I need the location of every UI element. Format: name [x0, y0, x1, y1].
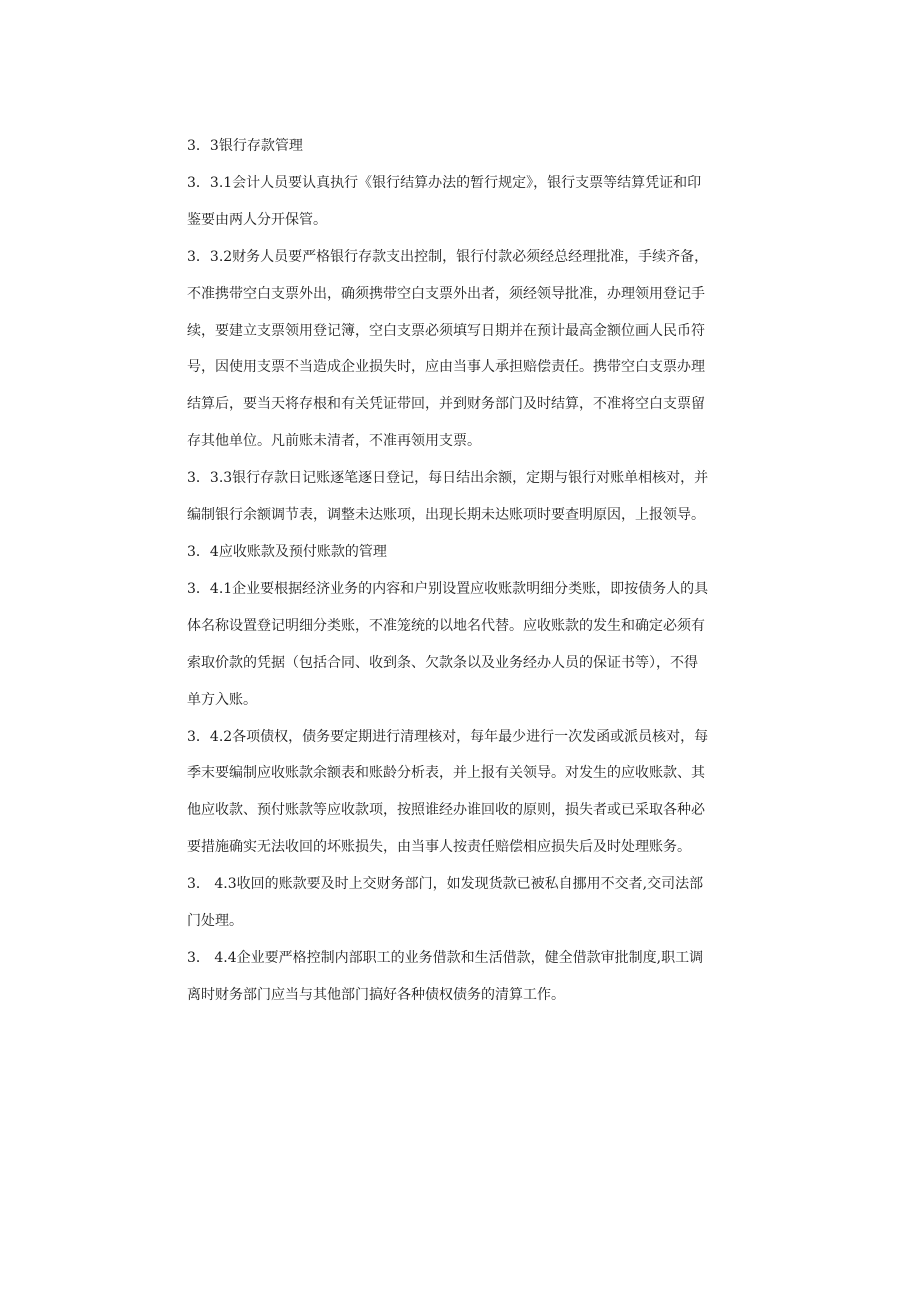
- paragraph-line: 鉴要由两人分开保管。: [187, 211, 327, 228]
- paragraph-line: 索取价款的凭据（包括合同、收到条、欠款条以及业务经办人员的保证书等），不得: [187, 654, 698, 671]
- paragraph-line: 号，因使用支票不当造成企业损失时，应由当事人承担赔偿责任。携带空白支票办理: [187, 359, 705, 376]
- paragraph-line: 续，要建立支票领用登记簿，空白支票必须填写日期并在预计最高金额位画人民币符: [187, 322, 705, 339]
- paragraph-3-4-3: [187, 866, 747, 940]
- paragraph-line: 3． 4.4企业要严格控制内部职工的业务借款和生活借款，健全借款审批制度,职工调: [187, 949, 704, 966]
- paragraph-line: 离时财务部门应当与其他部门搞好各种债权债务的清算工作。: [187, 986, 565, 1003]
- paragraph-line: 不准携带空白支票外出，确须携带空白支票外出者，须经领导批准，办理领用登记手: [187, 285, 705, 302]
- paragraph-line: 3．4.1企业要根据经济业务的内容和户别设置应收账款明细分类账，即按债务人的具: [187, 580, 709, 597]
- paragraph-line: 3．3.2财务人员要严格银行存款支出控制，银行付款必须经总经理批准，手续齐备，: [187, 248, 709, 265]
- paragraph-line: 体名称设置登记明细分类账，不准笼统的以地名代替。应收账款的发生和确定必须有: [187, 617, 705, 634]
- paragraph-3-4-2: [187, 719, 747, 867]
- paragraph-line: 门处理。: [187, 913, 243, 930]
- section-heading-3-3: 3．3银行存款管理: [187, 138, 303, 154]
- paragraph-line: 季末要编制应收账款余额表和账龄分析表，并上报有关领导。对发生的应收账款、其: [187, 765, 705, 782]
- paragraph-3-4-4: [187, 940, 747, 1014]
- paragraph-3-3-3: [187, 460, 747, 534]
- paragraph-line: 存其他单位。凡前账未清者，不准再领用支票。: [187, 433, 481, 450]
- document-body: [187, 128, 747, 1014]
- paragraph-line: 他应收款、预付账款等应收款项，按照谁经办谁回收的原则，损失者或已采取各种必: [187, 802, 705, 819]
- paragraph-3-3-2: [187, 239, 747, 460]
- paragraph-line: 要措施确实无法收回的坏账损失，由当事人按责任赔偿相应损失后及时处理账务。: [187, 839, 691, 856]
- paragraph-line: 3． 4.3收回的账款要及时上交财务部门，如发现货款已被私自挪用不交者,交司法部: [187, 876, 704, 893]
- paragraph-line: 单方入账。: [187, 691, 257, 708]
- paragraph-line: 3．4.2各项债权，债务要定期进行清理核对，每年最少进行一次发函或派员核对，每: [187, 728, 709, 745]
- section-heading-3-4: 3．4应收账款及预付账款的管理: [187, 543, 387, 560]
- paragraph-line: 结算后，要当天将存根和有关凭证带回，并到财务部门及时结算，不准将空白支票留: [187, 396, 705, 413]
- paragraph-line: 3．3.1会计人员要认真执行《银行结算办法的暂行规定》，银行支票等结算凭证和印: [187, 174, 702, 191]
- paragraph-line: 3．3.3银行存款日记账逐笔逐日登记，每日结出余额，定期与银行对账单相核对，并: [187, 470, 709, 487]
- paragraph-line: 编制银行余额调节表，调整未达账项，出现长期未达账项时要查明原因，上报领导。: [187, 507, 705, 524]
- paragraph-3-4-1: [187, 571, 747, 719]
- paragraph-3-3-1: [187, 165, 747, 239]
